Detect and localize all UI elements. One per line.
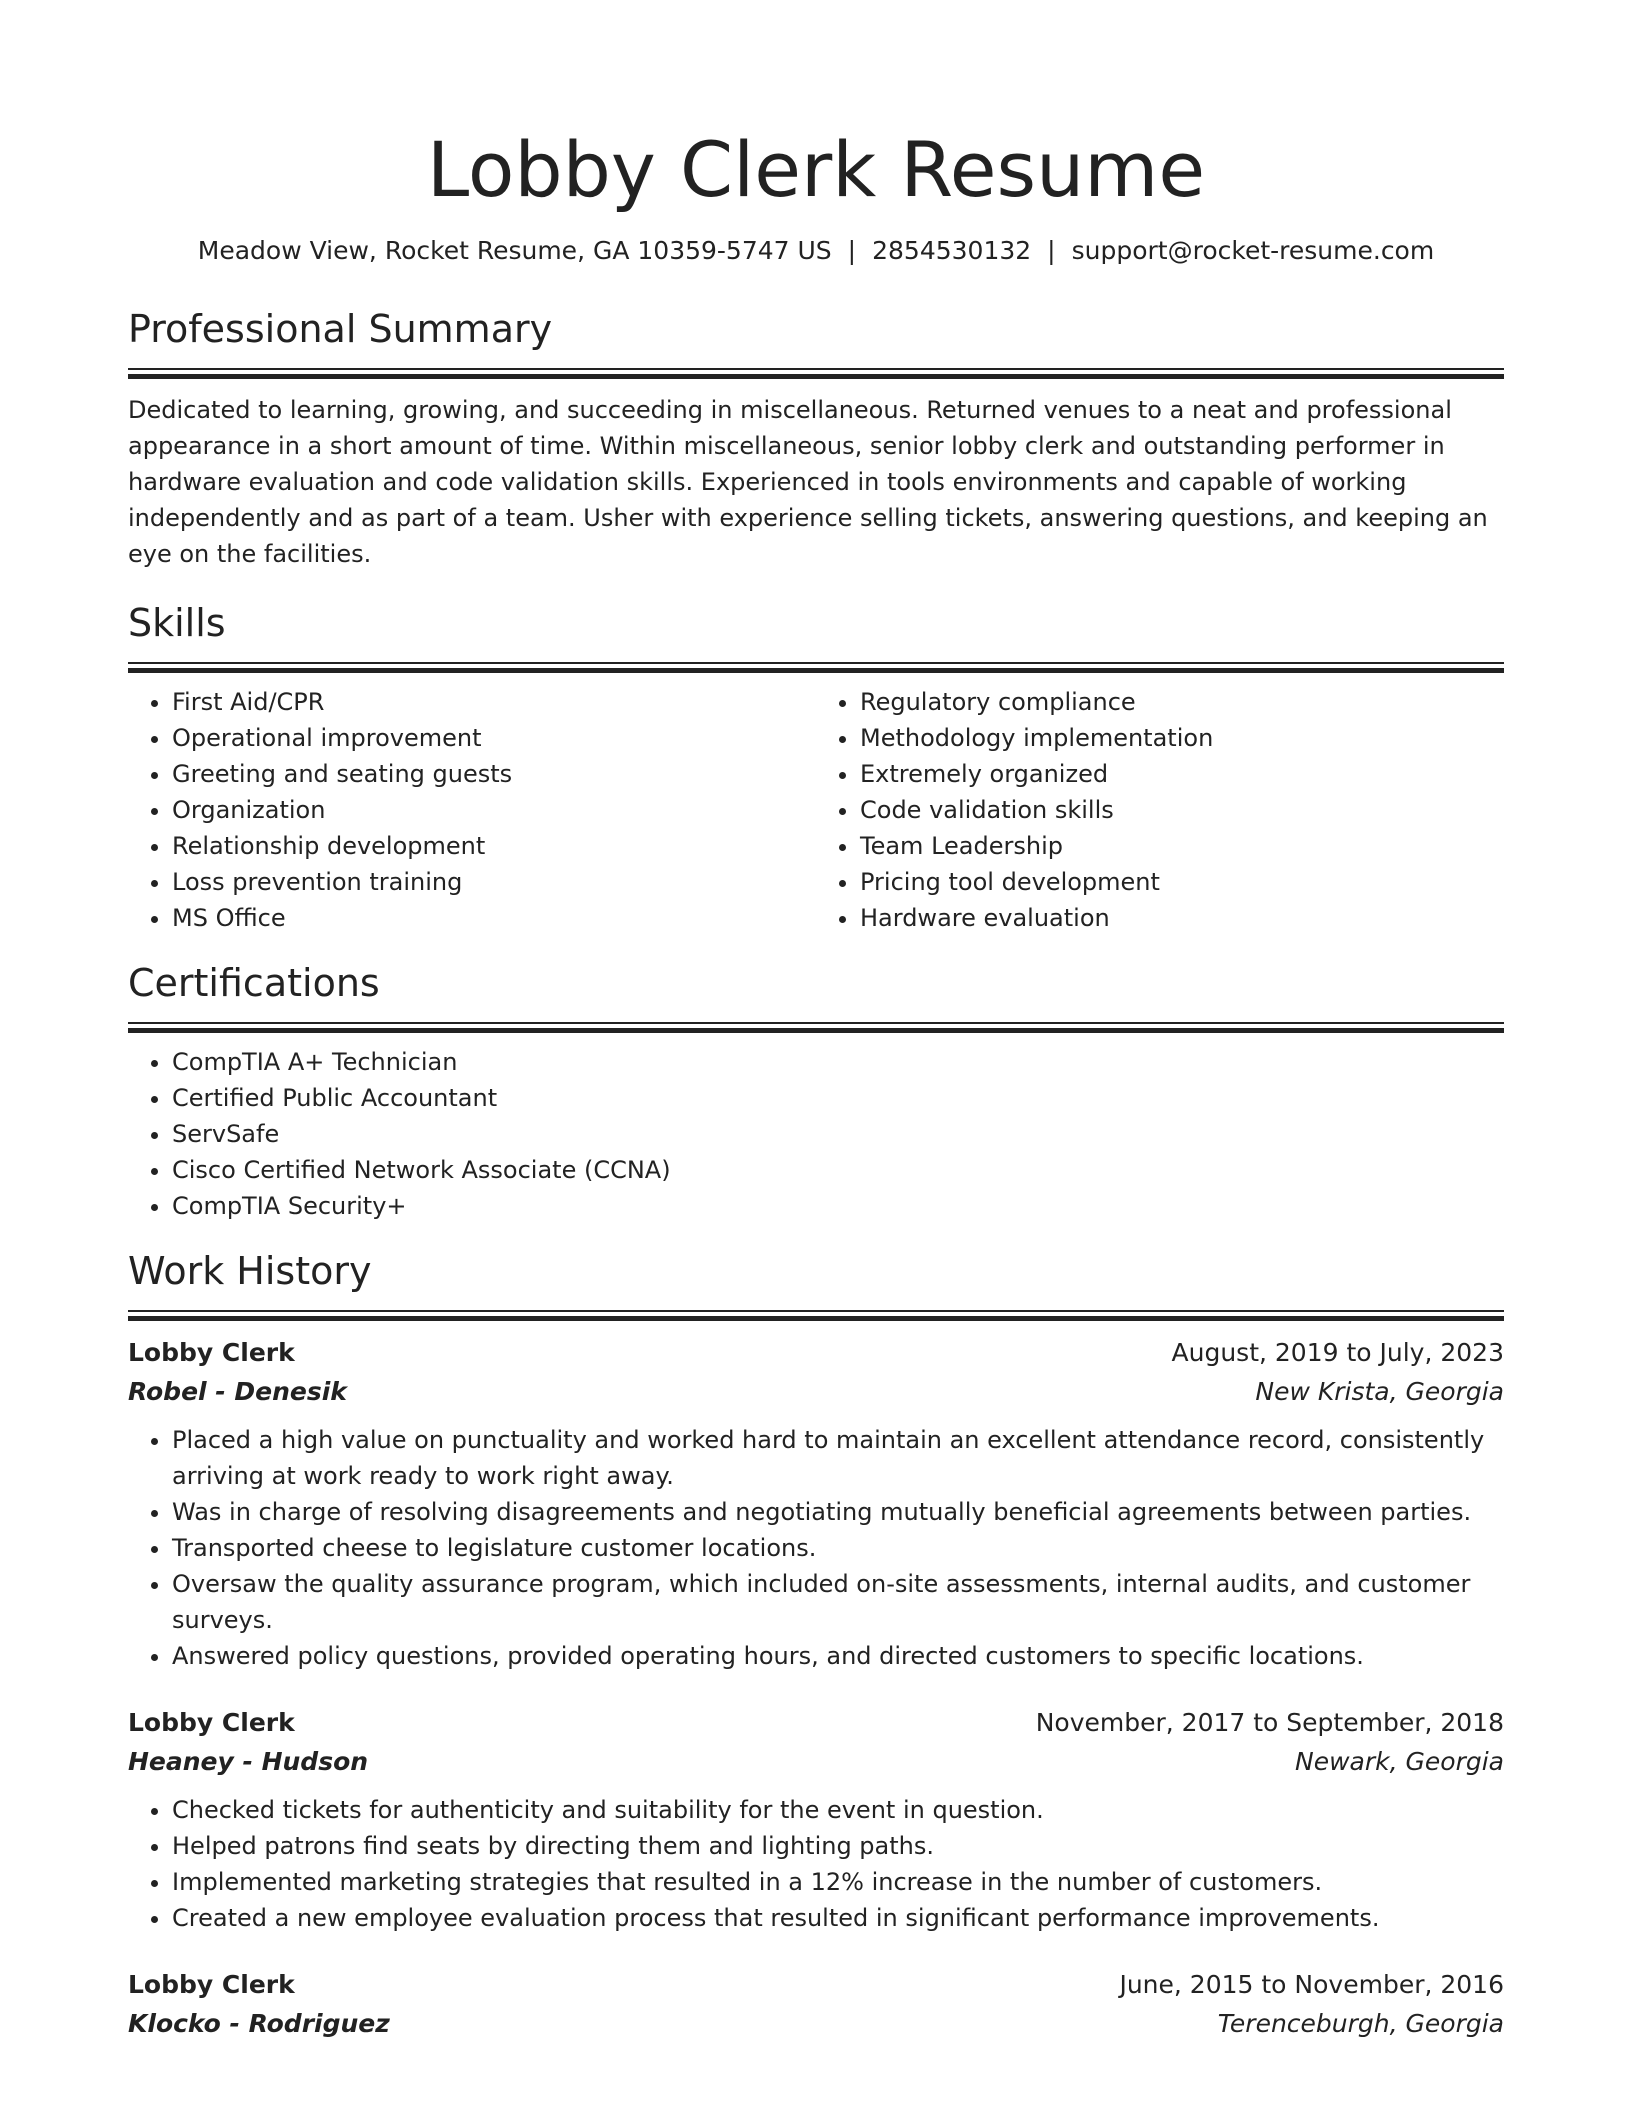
section-divider — [128, 368, 1504, 378]
job-entry — [128, 1334, 1504, 1674]
certification-item: • CompTIA A+ Technician — [172, 1044, 1504, 1080]
work-history-section — [128, 1246, 1504, 2044]
contact-address: Meadow View, Rocket Resume, GA 10359-5747 US — [197, 236, 832, 265]
job-duty-item: • Oversaw the quality assurance program, which included on-site assessments, internal audits, and customer surveys. — [172, 1566, 1504, 1638]
job-duty-item: • Transported cheese to legislature customer locations. — [172, 1530, 1504, 1566]
job-header — [128, 1334, 1504, 1372]
section-divider — [128, 662, 1504, 672]
skills-grid — [128, 684, 1504, 936]
skill-item: • Relationship development — [172, 828, 816, 864]
job-company: Klocko - Rodriguez — [128, 2009, 390, 2038]
section-heading-summary: Professional Summary — [128, 307, 553, 351]
job-dates: November, 2017 to September, 2018 — [1035, 1708, 1504, 1737]
job-title: Lobby Clerk — [128, 1708, 295, 1737]
job-header — [128, 1966, 1504, 2004]
skills-column-left — [128, 684, 816, 936]
certification-item: • Cisco Certified Network Associate (CCNA) — [172, 1152, 1504, 1188]
skill-item: • Hardware evaluation — [860, 900, 1504, 936]
job-location: New Krista, Georgia — [1255, 1377, 1504, 1406]
section-heading-work-history: Work History — [128, 1249, 372, 1293]
section-divider — [128, 1022, 1504, 1032]
contact-separator: | — [1047, 236, 1056, 265]
job-duties — [128, 1422, 1504, 1674]
contact-email: support@rocket-resume.com — [1071, 236, 1435, 265]
skill-item: • Extremely organized — [860, 756, 1504, 792]
contact-phone: 2854530132 — [872, 236, 1032, 265]
summary-section — [128, 304, 1504, 572]
job-dates: June, 2015 to November, 2016 — [1119, 1970, 1504, 1999]
skill-item: • Team Leadership — [860, 828, 1504, 864]
skill-item: • First Aid/CPR — [172, 684, 816, 720]
skill-item: • Pricing tool development — [860, 864, 1504, 900]
job-duty-item: • Answered policy questions, provided operating hours, and directed customers to specific locations. — [172, 1638, 1504, 1674]
job-duty-item: • Implemented marketing strategies that resulted in a 12% increase in the number of customers. — [172, 1864, 1504, 1900]
job-duty-item: • Created a new employee evaluation process that resulted in significant performance improvements. — [172, 1900, 1504, 1936]
certifications-section — [128, 958, 1504, 1224]
certification-item: • CompTIA Security+ — [172, 1188, 1504, 1224]
skills-column-right — [816, 684, 1504, 936]
job-location: Terenceburgh, Georgia — [1217, 2009, 1504, 2038]
summary-text: Dedicated to learning, growing, and succeeding in miscellaneous. Returned venues to a neat and professional appearance in a short amount of time. Within miscellaneous, senior lobby clerk and outstanding performer in hardware evaluation and code validation skills. Experienced in tools environments and capable of working independently and as part of a team. Usher with experience selling tickets, answering questions, and keeping an eye on the facilities. — [128, 396, 1488, 568]
certifications-list — [128, 1044, 1504, 1224]
job-title: Lobby Clerk — [128, 1338, 295, 1367]
skill-item: • Organization — [172, 792, 816, 828]
certification-item: • ServSafe — [172, 1116, 1504, 1152]
section-heading-skills: Skills — [128, 601, 226, 645]
job-duty-item: • Was in charge of resolving disagreements and negotiating mutually beneficial agreements between parties. — [172, 1494, 1504, 1530]
job-duties — [128, 1792, 1504, 1936]
job-subheader — [128, 1372, 1504, 1412]
job-subheader — [128, 1742, 1504, 1782]
job-company: Robel - Denesik — [128, 1377, 347, 1406]
job-location: Newark, Georgia — [1295, 1747, 1504, 1776]
skills-section — [128, 598, 1504, 936]
resume-page — [128, 0, 1504, 2044]
job-duty-item: • Checked tickets for authenticity and suitability for the event in question. — [172, 1792, 1504, 1828]
skill-item: • Loss prevention training — [172, 864, 816, 900]
job-entry — [128, 1966, 1504, 2044]
skill-item: • Operational improvement — [172, 720, 816, 756]
job-title: Lobby Clerk — [128, 1970, 295, 1999]
job-entry — [128, 1704, 1504, 1936]
section-heading-certifications: Certifications — [128, 961, 380, 1005]
skill-item: • Methodology implementation — [860, 720, 1504, 756]
contact-line — [128, 234, 1504, 268]
skill-item: • Regulatory compliance — [860, 684, 1504, 720]
job-dates: August, 2019 to July, 2023 — [1171, 1338, 1504, 1367]
job-company: Heaney - Hudson — [128, 1747, 369, 1776]
job-header — [128, 1704, 1504, 1742]
job-duty-item: • Placed a high value on punctuality and worked hard to maintain an excellent attendance record, consistently arriving at work ready to work right away. — [172, 1422, 1504, 1494]
section-divider — [128, 1310, 1504, 1320]
job-duty-item: • Helped patrons find seats by directing them and lighting paths. — [172, 1828, 1504, 1864]
skill-item: • Greeting and seating guests — [172, 756, 816, 792]
skill-item: • Code validation skills — [860, 792, 1504, 828]
skill-item: • MS Office — [172, 900, 816, 936]
certification-item: • Certified Public Accountant — [172, 1080, 1504, 1116]
resume-title: Lobby Clerk Resume — [426, 125, 1206, 214]
job-subheader — [128, 2004, 1504, 2044]
contact-separator: | — [847, 236, 857, 265]
